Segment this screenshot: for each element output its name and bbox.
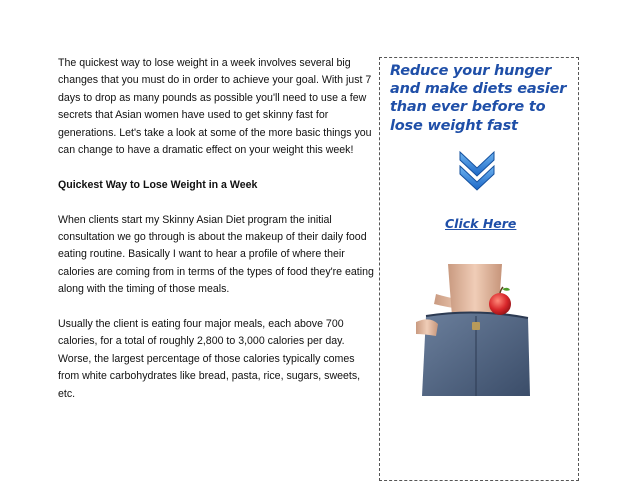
double-chevron-down-icon [458, 150, 496, 192]
sidebar-ad-box[interactable] [379, 57, 579, 481]
article-paragraph: Usually the client is eating four major meals, each above 700 calories, for a total of roughly 2,800 to 3,000 calories per day. Worse, the largest percentage of those calories typically comes from white carbohydrates like bread, pasta, rice, sugars, sweets, etc. [58, 318, 361, 400]
woman-waist-apple-image[interactable] [416, 264, 536, 396]
click-here-link[interactable]: Click Here [445, 216, 517, 231]
article-paragraph: When clients start my Skinny Asian Diet program the initial consultation we go through is about the makeup of their daily food eating routine. Basically I want to hear a profile of where their calories are coming from in terms of the types of food they're eating along with the timing of those meals. [58, 213, 374, 296]
ad-headline[interactable]: Reduce your hunger and make diets easier than ever before to lose weight fast [390, 63, 567, 134]
article-column [58, 55, 376, 420]
article-intro: The quickest way to lose weight in a week involves several big changes that you must do in order to achieve your goal. With just 7 days to drop as many pounds as possible you'll need to use a few secrets that Asian women have used to get skinny fast for generations. Let's take a look at some of the more basic things you can change to have a dramatic effect on your weight this week! [58, 57, 372, 157]
article-heading: Quickest Way to Lose Weight in a Week [58, 178, 258, 191]
